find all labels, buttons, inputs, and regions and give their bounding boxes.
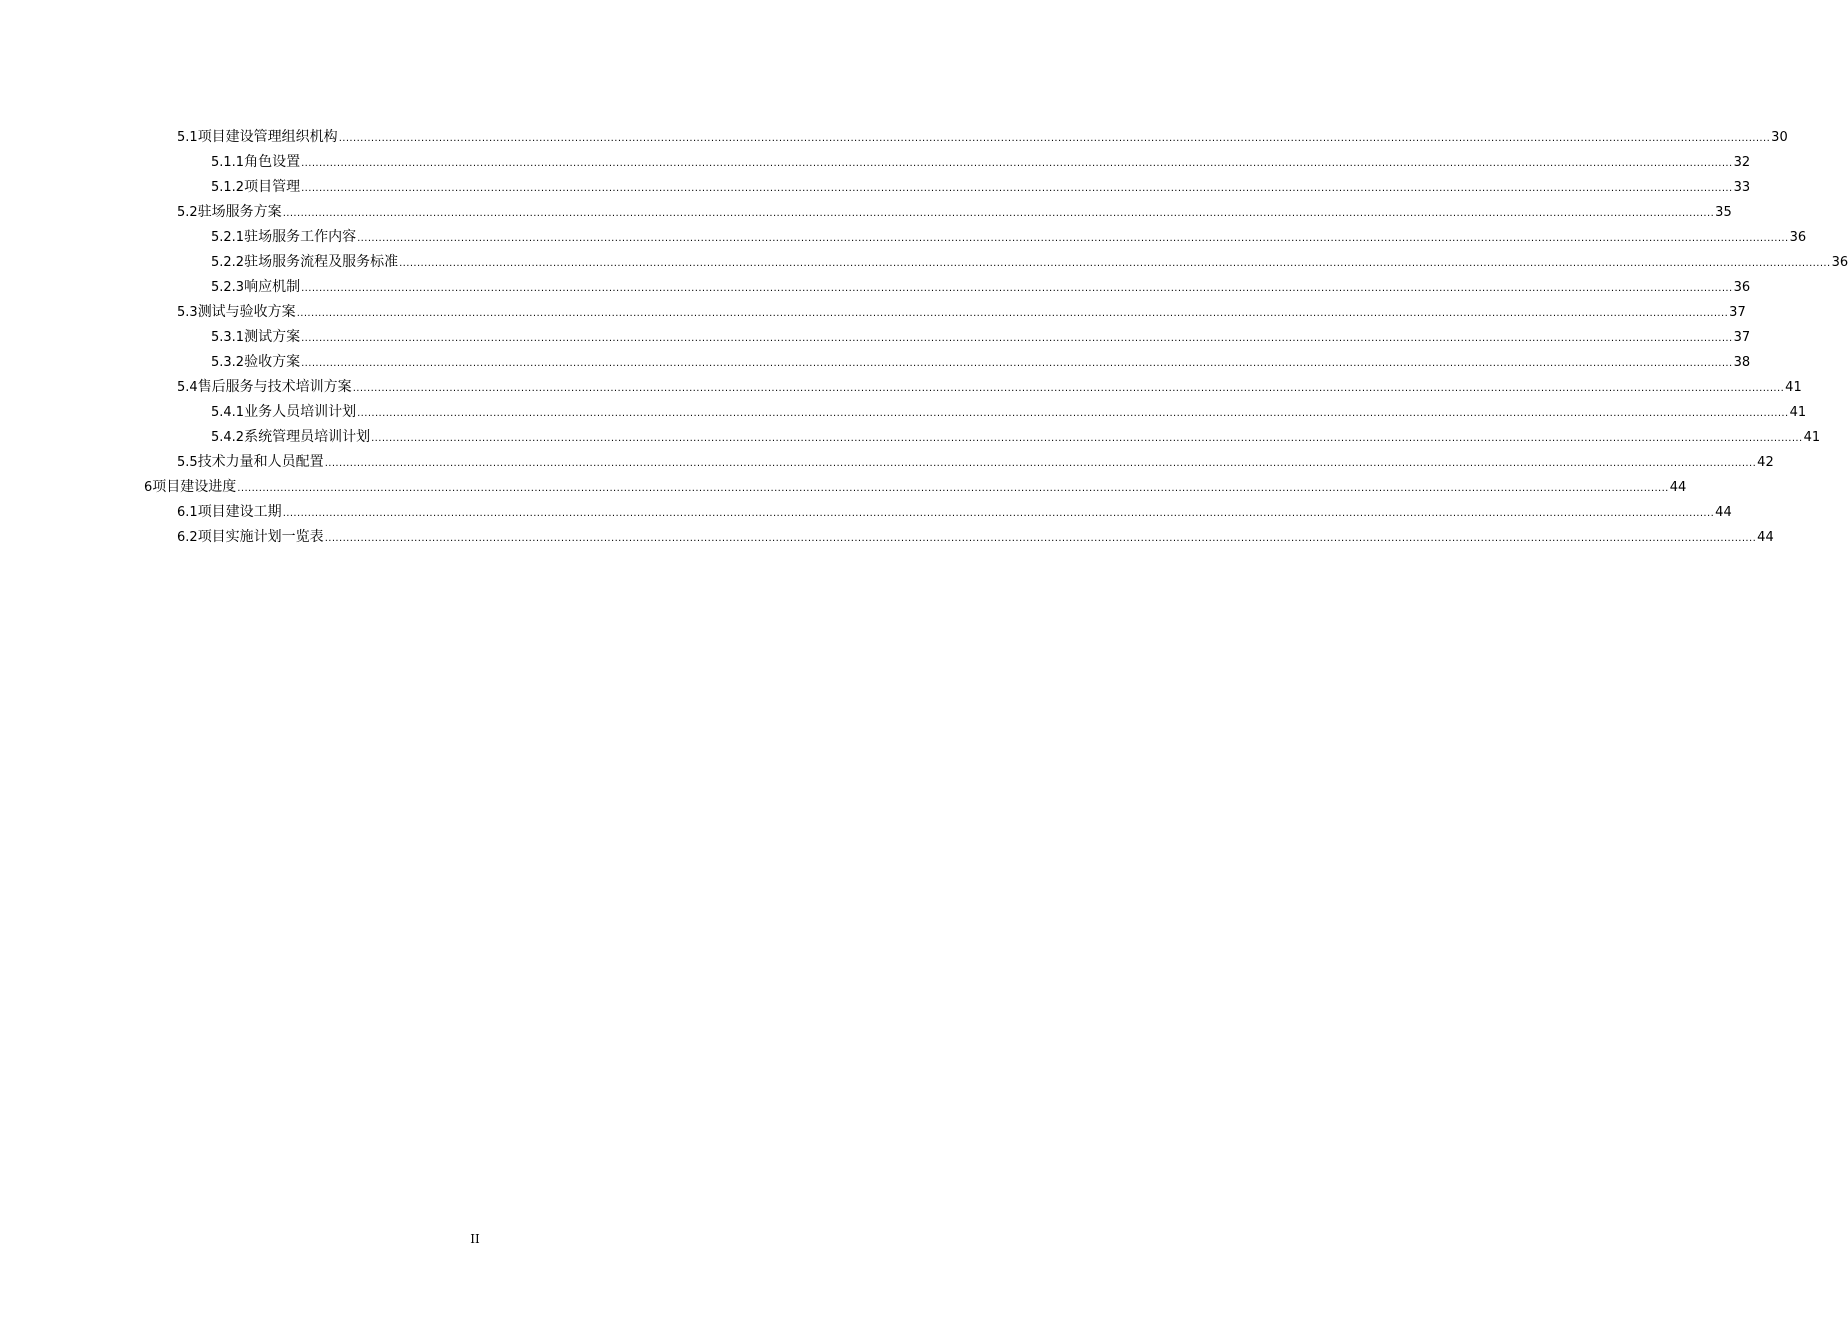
toc-dot-leader: ................................................................................................................................................................................................................................................................................................................................................................................................................ xyxy=(324,458,1757,469)
toc-entry-title: 项目建设进度 xyxy=(152,479,237,495)
toc-entry-page: 33 xyxy=(1733,180,1751,195)
toc-entry-title: 响应机制 xyxy=(244,279,301,295)
toc-dot-leader: ................................................................................................................................................................................................................................................................................................................................................................................................................ xyxy=(301,183,1733,194)
toc-dot-leader: ................................................................................................................................................................................................................................................................................................................................................................................................................ xyxy=(237,483,1669,494)
toc-entry[interactable] xyxy=(177,450,1774,475)
toc-entry-number: 5.2 xyxy=(177,205,198,220)
toc-entry-title: 验收方案 xyxy=(244,354,301,370)
toc-entry-title: 项目建设工期 xyxy=(197,504,282,520)
toc-entry[interactable] xyxy=(211,425,1821,450)
toc-dot-leader: ................................................................................................................................................................................................................................................................................................................................................................................................................ xyxy=(301,333,1733,344)
toc-entry-number: 6.1 xyxy=(177,505,198,520)
toc-dot-leader: ................................................................................................................................................................................................................................................................................................................................................................................................................ xyxy=(296,308,1729,319)
toc-dot-leader: ................................................................................................................................................................................................................................................................................................................................................................................................................ xyxy=(282,208,1715,219)
toc-entry-page: 32 xyxy=(1733,155,1751,170)
toc-entry[interactable] xyxy=(211,225,1807,250)
toc-entry-number: 5.4 xyxy=(177,380,198,395)
toc-entry[interactable] xyxy=(211,325,1751,350)
toc-entry-number: 5.4.1 xyxy=(211,405,245,420)
toc-entry-title: 售后服务与技术培训方案 xyxy=(197,379,352,395)
toc-entry-number: 5.1 xyxy=(177,130,198,145)
toc-entry[interactable] xyxy=(211,350,1751,375)
toc-entry-number: 5.2.3 xyxy=(211,280,245,295)
toc-entry-title: 项目管理 xyxy=(244,179,301,195)
toc-entry-number: 5.3 xyxy=(177,305,198,320)
toc-entry-title: 系统管理员培训计划 xyxy=(244,429,371,445)
toc-dot-leader: ................................................................................................................................................................................................................................................................................................................................................................................................................ xyxy=(338,133,1771,144)
toc-entry-title: 技术力量和人员配置 xyxy=(197,454,324,470)
toc-entry[interactable] xyxy=(177,500,1732,525)
toc-entry[interactable] xyxy=(177,375,1802,400)
toc-entry-page: 36 xyxy=(1789,230,1807,245)
toc-entry-number: 5.3.1 xyxy=(211,330,245,345)
toc-entry-title: 项目实施计划一览表 xyxy=(197,529,324,545)
toc-dot-leader: ................................................................................................................................................................................................................................................................................................................................................................................................................ xyxy=(352,383,1785,394)
toc-entry-page: 41 xyxy=(1789,405,1807,420)
toc-entry[interactable] xyxy=(144,475,1687,500)
toc-entry-page: 37 xyxy=(1733,330,1751,345)
toc-dot-leader: ................................................................................................................................................................................................................................................................................................................................................................................................................ xyxy=(357,408,1789,419)
toc-dot-leader: ................................................................................................................................................................................................................................................................................................................................................................................................................ xyxy=(301,358,1733,369)
toc-entry[interactable] xyxy=(211,150,1751,175)
toc-entry-page: 41 xyxy=(1785,380,1802,395)
toc-dot-leader: ................................................................................................................................................................................................................................................................................................................................................................................................................ xyxy=(301,158,1733,169)
toc-entry-page: 41 xyxy=(1803,430,1821,445)
toc-dot-leader: ................................................................................................................................................................................................................................................................................................................................................................................................................ xyxy=(282,508,1715,519)
toc-entry-title: 测试与验收方案 xyxy=(197,304,296,320)
toc-entry-title: 测试方案 xyxy=(244,329,301,345)
toc-entry-number: 5.3.2 xyxy=(211,355,245,370)
toc-entry-title: 驻场服务工作内容 xyxy=(244,229,357,245)
toc-entry-page: 44 xyxy=(1715,505,1732,520)
toc-entry[interactable] xyxy=(211,175,1751,200)
toc-entry-page: 38 xyxy=(1733,355,1751,370)
toc-entry-title: 业务人员培训计划 xyxy=(244,404,357,420)
toc-entry-number: 5.1.1 xyxy=(211,155,245,170)
toc-entry-title: 驻场服务方案 xyxy=(197,204,282,220)
toc-entry-number: 5.5 xyxy=(177,455,198,470)
toc-entry-page: 35 xyxy=(1715,205,1732,220)
toc-entry-number: 5.1.2 xyxy=(211,180,245,195)
toc-dot-leader: ................................................................................................................................................................................................................................................................................................................................................................................................................ xyxy=(301,283,1733,294)
toc-entry-title: 角色设置 xyxy=(244,154,301,170)
toc-entry-page: 44 xyxy=(1757,530,1774,545)
toc-entry[interactable] xyxy=(177,125,1788,150)
toc-entry-page: 44 xyxy=(1669,480,1687,495)
toc-entry[interactable] xyxy=(177,300,1746,325)
toc-entry-number: 6 xyxy=(144,480,153,495)
toc-entry[interactable] xyxy=(211,250,1848,275)
toc-entry-page: 37 xyxy=(1729,305,1746,320)
toc-entry-page: 36 xyxy=(1831,255,1848,270)
toc-dot-leader: ................................................................................................................................................................................................................................................................................................................................................................................................................ xyxy=(357,233,1789,244)
toc-dot-leader: ................................................................................................................................................................................................................................................................................................................................................................................................................ xyxy=(324,533,1757,544)
toc-entry-page: 30 xyxy=(1771,130,1788,145)
toc-entry[interactable] xyxy=(177,200,1732,225)
toc-entry-number: 5.2.2 xyxy=(211,255,245,270)
toc-entry[interactable] xyxy=(211,275,1751,300)
toc-entry-title: 驻场服务流程及服务标准 xyxy=(244,254,399,270)
toc-entry-number: 5.4.2 xyxy=(211,430,245,445)
toc-entry-page: 42 xyxy=(1757,455,1774,470)
toc-entry-number: 6.2 xyxy=(177,530,198,545)
toc-dot-leader: ................................................................................................................................................................................................................................................................................................................................................................................................................ xyxy=(371,433,1803,444)
toc-entry[interactable] xyxy=(177,525,1774,550)
toc-entry[interactable] xyxy=(211,400,1807,425)
toc-entry-title: 项目建设管理组织机构 xyxy=(197,129,338,145)
page-number-footer: II xyxy=(470,1232,480,1246)
toc-entry-page: 36 xyxy=(1733,280,1751,295)
toc-entry-number: 5.2.1 xyxy=(211,230,245,245)
toc-dot-leader: ................................................................................................................................................................................................................................................................................................................................................................................................................ xyxy=(399,258,1831,269)
